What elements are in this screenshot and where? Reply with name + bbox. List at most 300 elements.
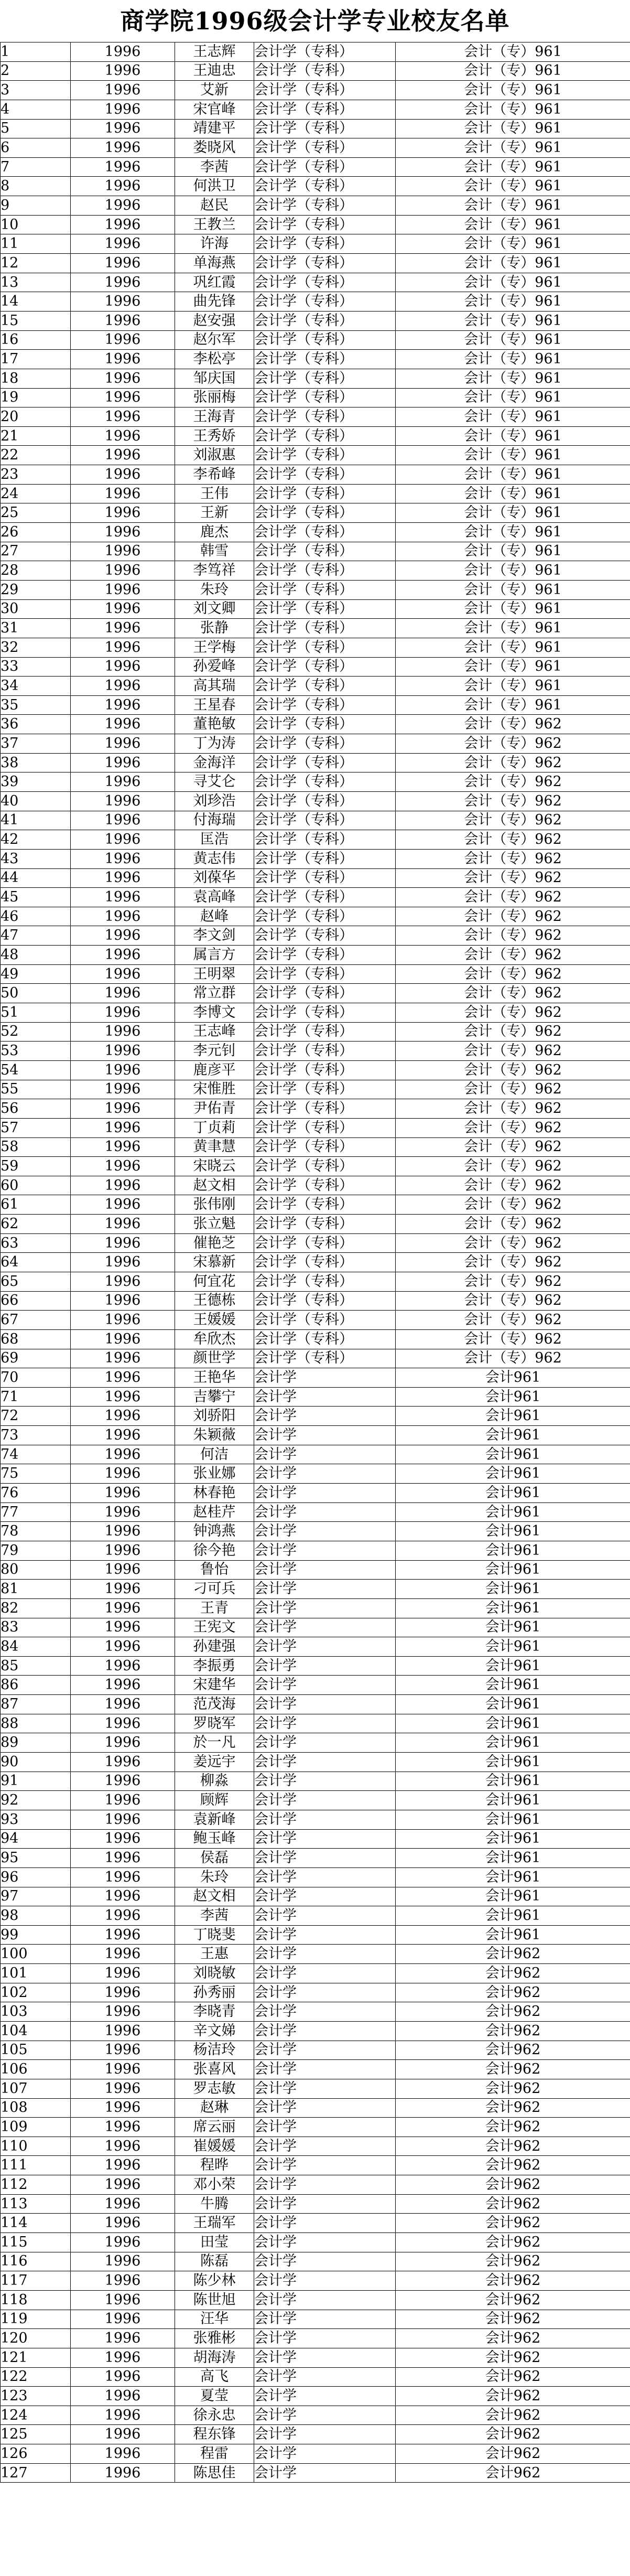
class-name: 会计（专）961 [396, 446, 630, 465]
enrollment-year: 1996 [71, 772, 175, 792]
table-row [1, 2060, 630, 2079]
table-row [1, 561, 630, 581]
row-number: 2 [1, 61, 71, 81]
alumni-name: 鲍玉峰 [175, 1829, 254, 1849]
major: 会计学（专科） [254, 1022, 396, 1042]
major: 会计学（专科） [254, 42, 396, 62]
enrollment-year: 1996 [71, 964, 175, 984]
row-number: 76 [1, 1484, 71, 1503]
enrollment-year: 1996 [71, 1714, 175, 1733]
alumni-name: 徐今艳 [175, 1541, 254, 1560]
major: 会计学（专科） [254, 157, 396, 177]
row-number: 7 [1, 157, 71, 177]
row-number: 48 [1, 946, 71, 965]
enrollment-year: 1996 [71, 407, 175, 427]
row-number: 23 [1, 465, 71, 485]
table-row [1, 1291, 630, 1311]
enrollment-year: 1996 [71, 2463, 175, 2483]
alumni-name: 赵文相 [175, 1887, 254, 1906]
table-row [1, 1157, 630, 1176]
major: 会计学 [254, 2175, 396, 2195]
table-row [1, 599, 630, 619]
alumni-name: 侯磊 [175, 1849, 254, 1868]
row-number: 11 [1, 234, 71, 254]
alumni-name: 李松亭 [175, 350, 254, 369]
alumni-name: 胡海涛 [175, 2348, 254, 2367]
alumni-name: 张立魁 [175, 1215, 254, 1234]
enrollment-year: 1996 [71, 273, 175, 292]
alumni-name: 王瑞军 [175, 2214, 254, 2233]
class-name: 会计（专）962 [396, 868, 630, 888]
row-number: 114 [1, 2214, 71, 2233]
table-row [1, 215, 630, 234]
table-row [1, 446, 630, 465]
enrollment-year: 1996 [71, 695, 175, 715]
major: 会计学（专科） [254, 119, 396, 138]
row-number: 57 [1, 1118, 71, 1137]
enrollment-year: 1996 [71, 254, 175, 273]
class-name: 会计（专）961 [396, 426, 630, 446]
enrollment-year: 1996 [71, 311, 175, 330]
table-row [1, 811, 630, 830]
enrollment-year: 1996 [71, 1541, 175, 1560]
major: 会计学 [254, 2271, 396, 2291]
class-name: 会计（专）961 [396, 695, 630, 715]
enrollment-year: 1996 [71, 446, 175, 465]
enrollment-year: 1996 [71, 2021, 175, 2041]
class-name: 会计（专）962 [396, 1329, 630, 1349]
table-row [1, 1887, 630, 1906]
enrollment-year: 1996 [71, 2252, 175, 2271]
table-row [1, 1772, 630, 1791]
major: 会计学（专科） [254, 907, 396, 926]
table-row [1, 1272, 630, 1292]
table-row [1, 2290, 630, 2310]
major: 会计学（专科） [254, 254, 396, 273]
table-row [1, 1368, 630, 1388]
row-number: 52 [1, 1022, 71, 1042]
row-number: 68 [1, 1329, 71, 1349]
enrollment-year: 1996 [71, 1118, 175, 1137]
major: 会计学（专科） [254, 946, 396, 965]
alumni-name: 宋晓云 [175, 1157, 254, 1176]
row-number: 88 [1, 1714, 71, 1733]
class-name: 会计（专）962 [396, 791, 630, 811]
table-row [1, 2271, 630, 2291]
row-number: 96 [1, 1867, 71, 1887]
alumni-name: 靖建平 [175, 119, 254, 138]
alumni-name: 林春艳 [175, 1484, 254, 1503]
enrollment-year: 1996 [71, 1253, 175, 1272]
major: 会计学（专科） [254, 734, 396, 754]
class-name: 会计962 [396, 2118, 630, 2137]
table-row [1, 2156, 630, 2175]
enrollment-year: 1996 [71, 1618, 175, 1637]
major: 会计学（专科） [254, 1349, 396, 1368]
alumni-name: 邹庆国 [175, 369, 254, 388]
row-number: 81 [1, 1580, 71, 1599]
major: 会计学（专科） [254, 791, 396, 811]
class-name: 会计961 [396, 1522, 630, 1541]
enrollment-year: 1996 [71, 811, 175, 830]
table-row [1, 2137, 630, 2156]
major: 会计学 [254, 2233, 396, 2252]
enrollment-year: 1996 [71, 1272, 175, 1292]
major: 会计学（专科） [254, 1291, 396, 1311]
row-number: 9 [1, 196, 71, 216]
alumni-name: 王艳华 [175, 1368, 254, 1388]
table-row [1, 946, 630, 965]
table-row [1, 1983, 630, 2002]
alumni-name: 袁新峰 [175, 1810, 254, 1829]
major: 会计学 [254, 1753, 396, 1772]
alumni-name: 吉攀宁 [175, 1387, 254, 1407]
enrollment-year: 1996 [71, 1099, 175, 1119]
row-number: 15 [1, 311, 71, 330]
major: 会计学 [254, 1925, 396, 1945]
alumni-name: 李茜 [175, 1906, 254, 1926]
enrollment-year: 1996 [71, 619, 175, 638]
major: 会计学（专科） [254, 1272, 396, 1292]
table-row [1, 984, 630, 1003]
alumni-name: 王新 [175, 503, 254, 523]
major: 会计学 [254, 1656, 396, 1676]
major: 会计学（专科） [254, 695, 396, 715]
alumni-name: 王志峰 [175, 1022, 254, 1042]
alumni-table-body [1, 42, 630, 2483]
major: 会计学（专科） [254, 1157, 396, 1176]
class-name: 会计（专）961 [396, 100, 630, 119]
alumni-name: 董艳敏 [175, 715, 254, 734]
alumni-name: 王明翠 [175, 964, 254, 984]
class-name: 会计962 [396, 2367, 630, 2387]
alumni-name: 何宜花 [175, 1272, 254, 1292]
row-number: 85 [1, 1656, 71, 1676]
row-number: 70 [1, 1368, 71, 1388]
alumni-name: 王迪忠 [175, 61, 254, 81]
table-row [1, 42, 630, 62]
class-name: 会计（专）961 [396, 580, 630, 599]
major: 会计学 [254, 2021, 396, 2041]
major: 会计学（专科） [254, 234, 396, 254]
class-name: 会计（专）962 [396, 734, 630, 754]
major: 会计学 [254, 2098, 396, 2118]
class-name: 会计961 [396, 1810, 630, 1829]
enrollment-year: 1996 [71, 561, 175, 581]
enrollment-year: 1996 [71, 2387, 175, 2406]
class-name: 会计（专）962 [396, 1195, 630, 1215]
alumni-name: 李博文 [175, 1003, 254, 1023]
row-number: 21 [1, 426, 71, 446]
class-name: 会计962 [396, 2233, 630, 2252]
major: 会计学 [254, 1598, 396, 1618]
alumni-name: 罗志敏 [175, 2079, 254, 2098]
major: 会计学（专科） [254, 715, 396, 734]
major: 会计学 [254, 1637, 396, 1657]
class-name: 会计962 [396, 2387, 630, 2406]
major: 会计学 [254, 2329, 396, 2348]
enrollment-year: 1996 [71, 2271, 175, 2291]
major: 会计学 [254, 1580, 396, 1599]
table-row [1, 1541, 630, 1560]
alumni-name: 王德栋 [175, 1291, 254, 1311]
table-row [1, 1253, 630, 1272]
enrollment-year: 1996 [71, 234, 175, 254]
alumni-name: 陈世旭 [175, 2290, 254, 2310]
alumni-name: 赵文相 [175, 1176, 254, 1195]
class-name: 会计（专）961 [396, 388, 630, 407]
class-name: 会计961 [396, 1426, 630, 1445]
class-name: 会计（专）962 [396, 1215, 630, 1234]
enrollment-year: 1996 [71, 2118, 175, 2137]
table-row [1, 2194, 630, 2214]
row-number: 117 [1, 2271, 71, 2291]
enrollment-year: 1996 [71, 2348, 175, 2367]
class-name: 会计（专）962 [396, 1176, 630, 1195]
major: 会计学 [254, 2406, 396, 2425]
class-name: 会计962 [396, 2444, 630, 2464]
alumni-name: 牟欣杰 [175, 1329, 254, 1349]
enrollment-year: 1996 [71, 2194, 175, 2214]
major: 会计学 [254, 1849, 396, 1868]
alumni-name: 徐永忠 [175, 2406, 254, 2425]
row-number: 95 [1, 1849, 71, 1868]
class-name: 会计（专）962 [396, 1118, 630, 1137]
class-name: 会计962 [396, 2329, 630, 2348]
major: 会计学（专科） [254, 1060, 396, 1080]
row-number: 100 [1, 1945, 71, 1964]
alumni-name: 田莹 [175, 2233, 254, 2252]
row-number: 108 [1, 2098, 71, 2118]
major: 会计学（专科） [254, 196, 396, 216]
row-number: 10 [1, 215, 71, 234]
enrollment-year: 1996 [71, 1791, 175, 1810]
alumni-name: 王宪文 [175, 1618, 254, 1637]
major: 会计学（专科） [254, 888, 396, 907]
enrollment-year: 1996 [71, 1464, 175, 1484]
class-name: 会计（专）961 [396, 369, 630, 388]
major: 会计学（专科） [254, 177, 396, 196]
table-row [1, 100, 630, 119]
table-row [1, 311, 630, 330]
class-name: 会计961 [396, 1580, 630, 1599]
major: 会计学 [254, 2367, 396, 2387]
alumni-name: 刘淑惠 [175, 446, 254, 465]
class-name: 会计（专）962 [396, 1157, 630, 1176]
class-name: 会计961 [396, 1867, 630, 1887]
enrollment-year: 1996 [71, 42, 175, 62]
row-number: 61 [1, 1195, 71, 1215]
major: 会计学 [254, 1541, 396, 1560]
table-row [1, 2425, 630, 2444]
enrollment-year: 1996 [71, 1637, 175, 1657]
major: 会计学 [254, 1502, 396, 1522]
class-name: 会计（专）961 [396, 350, 630, 369]
enrollment-year: 1996 [71, 2098, 175, 2118]
enrollment-year: 1996 [71, 946, 175, 965]
table-row [1, 2406, 630, 2425]
alumni-name: 张伟刚 [175, 1195, 254, 1215]
table-row [1, 369, 630, 388]
major: 会计学 [254, 1618, 396, 1637]
row-number: 115 [1, 2233, 71, 2252]
alumni-name: 范茂海 [175, 1695, 254, 1714]
row-number: 60 [1, 1176, 71, 1195]
major: 会计学（专科） [254, 580, 396, 599]
major: 会计学 [254, 2348, 396, 2367]
class-name: 会计961 [396, 1714, 630, 1733]
class-name: 会计（专）961 [396, 61, 630, 81]
enrollment-year: 1996 [71, 715, 175, 734]
major: 会计学 [254, 2118, 396, 2137]
alumni-name: 张业娜 [175, 1464, 254, 1484]
class-name: 会计961 [396, 1676, 630, 1695]
table-row [1, 1484, 630, 1503]
class-name: 会计（专）962 [396, 1311, 630, 1330]
row-number: 24 [1, 484, 71, 503]
alumni-name: 崔媛媛 [175, 2137, 254, 2156]
alumni-name: 鹿杰 [175, 523, 254, 542]
major: 会计学 [254, 1522, 396, 1541]
major: 会计学（专科） [254, 677, 396, 696]
class-name: 会计（专）962 [396, 926, 630, 946]
alumni-name: 许海 [175, 234, 254, 254]
enrollment-year: 1996 [71, 2233, 175, 2252]
table-row [1, 523, 630, 542]
enrollment-year: 1996 [71, 119, 175, 138]
enrollment-year: 1996 [71, 907, 175, 926]
alumni-name: 李希峰 [175, 465, 254, 485]
major: 会计学 [254, 1695, 396, 1714]
alumni-name: 程雷 [175, 2444, 254, 2464]
table-row [1, 1137, 630, 1157]
row-number: 59 [1, 1157, 71, 1176]
alumni-name: 韩雪 [175, 542, 254, 561]
table-row [1, 1099, 630, 1119]
row-number: 6 [1, 138, 71, 158]
row-number: 14 [1, 292, 71, 312]
alumni-name: 刘珍浩 [175, 791, 254, 811]
alumni-name: 赵峰 [175, 907, 254, 926]
major: 会计学 [254, 1387, 396, 1407]
major: 会计学（专科） [254, 1176, 396, 1195]
table-row [1, 1195, 630, 1215]
alumni-name: 罗晓军 [175, 1714, 254, 1733]
alumni-name: 张丽梅 [175, 388, 254, 407]
row-number: 66 [1, 1291, 71, 1311]
alumni-name: 孙爱峰 [175, 657, 254, 677]
class-name: 会计（专）962 [396, 984, 630, 1003]
enrollment-year: 1996 [71, 1964, 175, 1983]
table-row [1, 292, 630, 312]
class-name: 会计（专）961 [396, 503, 630, 523]
alumni-name: 颜世学 [175, 1349, 254, 1368]
row-number: 122 [1, 2367, 71, 2387]
table-row [1, 830, 630, 850]
row-number: 30 [1, 599, 71, 619]
row-number: 102 [1, 1983, 71, 2002]
alumni-name: 李茜 [175, 157, 254, 177]
table-row [1, 81, 630, 100]
alumni-name: 李晓青 [175, 2002, 254, 2022]
major: 会计学（专科） [254, 1253, 396, 1272]
enrollment-year: 1996 [71, 1695, 175, 1714]
table-row [1, 350, 630, 369]
alumni-name: 刘文卿 [175, 599, 254, 619]
major: 会计学（专科） [254, 868, 396, 888]
class-name: 会计（专）962 [396, 715, 630, 734]
table-row [1, 1522, 630, 1541]
alumni-name: 王星春 [175, 695, 254, 715]
class-name: 会计（专）961 [396, 42, 630, 62]
table-row [1, 753, 630, 772]
enrollment-year: 1996 [71, 1753, 175, 1772]
major: 会计学 [254, 1964, 396, 1983]
row-number: 44 [1, 868, 71, 888]
alumni-name: 汪华 [175, 2310, 254, 2329]
enrollment-year: 1996 [71, 1291, 175, 1311]
enrollment-year: 1996 [71, 1867, 175, 1887]
major: 会计学（专科） [254, 1137, 396, 1157]
row-number: 18 [1, 369, 71, 388]
class-name: 会计（专）962 [396, 1080, 630, 1099]
class-name: 会计961 [396, 1695, 630, 1714]
table-row [1, 177, 630, 196]
major: 会计学 [254, 1484, 396, 1503]
alumni-name: 黄志伟 [175, 849, 254, 868]
table-row [1, 1407, 630, 1426]
class-name: 会计961 [396, 1637, 630, 1657]
enrollment-year: 1996 [71, 753, 175, 772]
major: 会计学（专科） [254, 542, 396, 561]
major: 会计学（专科） [254, 484, 396, 503]
table-row [1, 426, 630, 446]
enrollment-year: 1996 [71, 2156, 175, 2175]
major: 会计学 [254, 2002, 396, 2022]
enrollment-year: 1996 [71, 292, 175, 312]
alumni-name: 孙秀丽 [175, 1983, 254, 2002]
major: 会计学 [254, 1714, 396, 1733]
alumni-name: 鲁怡 [175, 1560, 254, 1580]
row-number: 78 [1, 1522, 71, 1541]
alumni-name: 单海燕 [175, 254, 254, 273]
class-name: 会计961 [396, 1618, 630, 1637]
alumni-name: 鹿彦平 [175, 1060, 254, 1080]
class-name: 会计961 [396, 1772, 630, 1791]
major: 会计学 [254, 1945, 396, 1964]
major: 会计学 [254, 1772, 396, 1791]
major: 会计学 [254, 2041, 396, 2060]
major: 会计学 [254, 2194, 396, 2214]
major: 会计学（专科） [254, 926, 396, 946]
row-number: 77 [1, 1502, 71, 1522]
table-row [1, 1925, 630, 1945]
enrollment-year: 1996 [71, 81, 175, 100]
major: 会计学（专科） [254, 599, 396, 619]
table-row [1, 2348, 630, 2367]
major: 会计学 [254, 2252, 396, 2271]
major: 会计学（专科） [254, 1042, 396, 1061]
enrollment-year: 1996 [71, 2329, 175, 2348]
row-number: 94 [1, 1829, 71, 1849]
row-number: 110 [1, 2137, 71, 2156]
table-row [1, 196, 630, 216]
table-row [1, 1849, 630, 1868]
enrollment-year: 1996 [71, 791, 175, 811]
table-row [1, 1502, 630, 1522]
row-number: 1 [1, 42, 71, 62]
enrollment-year: 1996 [71, 1080, 175, 1099]
